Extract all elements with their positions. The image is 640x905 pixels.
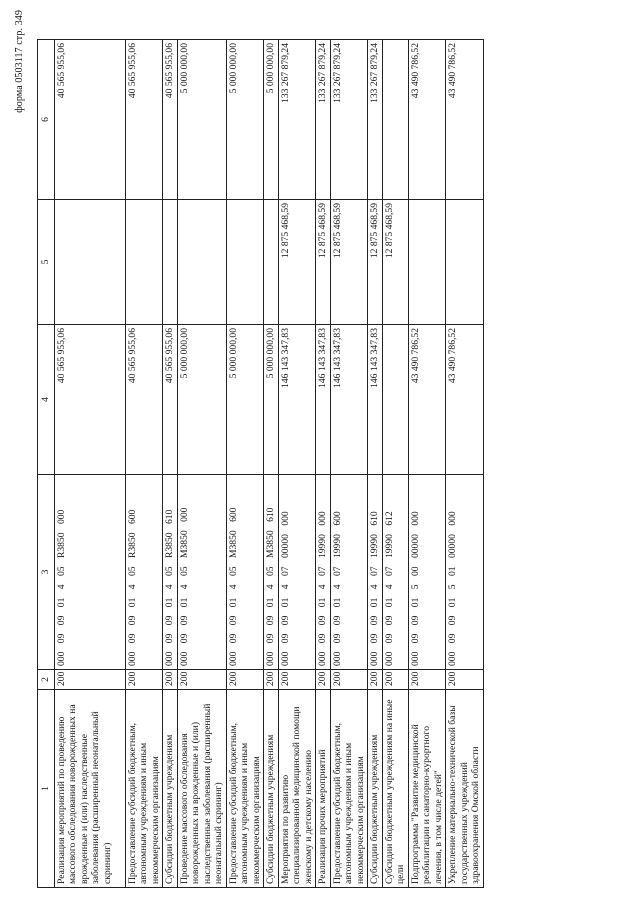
table-body xyxy=(54,40,483,888)
value-col5 xyxy=(163,200,178,325)
value-col5 xyxy=(264,200,279,325)
row-kbk: 000 09 09 01 4 07 19990 612 xyxy=(382,475,408,670)
value-col5 xyxy=(408,200,446,325)
table-row xyxy=(316,40,331,888)
table-row xyxy=(446,40,484,888)
row-code: 200 xyxy=(264,670,279,690)
row-kbk: 000 09 09 01 4 05 R3850 000 xyxy=(54,475,125,670)
value-col6: 43 490 786,52 xyxy=(446,40,484,200)
value-col6: 5 000 000,00 xyxy=(226,40,264,200)
row-code: 200 xyxy=(163,670,178,690)
row-name: Предоставление субсидий бюджетным, автономным учреждениям и иным некоммерческим организациям xyxy=(226,690,264,888)
table-row xyxy=(278,40,316,888)
column-header: 2 xyxy=(38,670,55,690)
value-col4: 146 143 347,83 xyxy=(278,325,316,475)
column-header: 3 xyxy=(38,475,55,670)
report-table xyxy=(37,39,484,888)
value-col4: 40 565 955,06 xyxy=(163,325,178,475)
row-code: 200 xyxy=(278,670,316,690)
value-col5: 12 875 468,59 xyxy=(382,200,408,325)
row-name: Субсидии бюджетным учреждениям xyxy=(163,690,178,888)
value-col6: 40 565 955,06 xyxy=(125,40,163,200)
table-row xyxy=(382,40,408,888)
value-col5 xyxy=(177,200,226,325)
header-row xyxy=(38,40,55,888)
value-col5: 12 875 468,59 xyxy=(368,200,383,325)
value-col5: 12 875 468,59 xyxy=(278,200,316,325)
table-row xyxy=(177,40,226,888)
row-name: Реализация прочих мероприятий xyxy=(316,690,331,888)
value-col4: 5 000 000,00 xyxy=(264,325,279,475)
value-col6 xyxy=(382,40,408,200)
value-col6: 43 490 786,52 xyxy=(408,40,446,200)
table-row xyxy=(54,40,125,888)
form-label: форма 0503117 стр. 349 xyxy=(14,10,25,113)
value-col5 xyxy=(125,200,163,325)
row-name: Субсидии бюджетным учреждениям на иные цели xyxy=(382,690,408,888)
row-kbk: 000 09 09 01 4 07 19990 600 xyxy=(330,475,368,670)
row-name: Субсидии бюджетным учреждениям xyxy=(264,690,279,888)
row-code: 200 xyxy=(408,670,446,690)
row-kbk: 000 09 09 01 4 05 M3850 000 xyxy=(177,475,226,670)
value-col4: 43 490 786,52 xyxy=(446,325,484,475)
value-col6: 133 267 879,24 xyxy=(278,40,316,200)
row-name: Проведение массового обследования новорожденных на врожденные и (или) наследственные заболевания (расширенный неонатальный скрининг) xyxy=(177,690,226,888)
row-name: Реализация мероприятий по проведению массового обследования новорожденных на врожденные и (или) наследственные заболевания (расширенный неонатальный скрининг) xyxy=(54,690,125,888)
row-kbk: 000 09 09 01 4 07 19990 000 xyxy=(316,475,331,670)
value-col6: 5 000 000,00 xyxy=(264,40,279,200)
row-name: Укрепление материально-технической базы государственных учреждений здравоохранения Омской области xyxy=(446,690,484,888)
value-col6: 5 000 000,00 xyxy=(177,40,226,200)
value-col4: 5 000 000,00 xyxy=(177,325,226,475)
row-name: Предоставление субсидий бюджетным, автономным учреждениям и иным некоммерческим организациям xyxy=(125,690,163,888)
value-col5: 12 875 468,59 xyxy=(316,200,331,325)
row-kbk: 000 09 09 01 5 00 00000 000 xyxy=(408,475,446,670)
column-header: 6 xyxy=(38,40,55,200)
value-col6: 133 267 879,24 xyxy=(330,40,368,200)
row-code: 200 xyxy=(382,670,408,690)
table-row xyxy=(125,40,163,888)
table-row xyxy=(330,40,368,888)
row-name: Предоставление субсидий бюджетным, автономным учреждениям и иным некоммерческим организациям xyxy=(330,690,368,888)
row-kbk: 000 09 09 01 4 05 M3850 600 xyxy=(226,475,264,670)
value-col5 xyxy=(54,200,125,325)
row-code: 200 xyxy=(316,670,331,690)
row-code: 200 xyxy=(226,670,264,690)
value-col4: 146 143 347,83 xyxy=(316,325,331,475)
row-kbk: 000 09 09 01 4 05 M3850 610 xyxy=(264,475,279,670)
value-col4: 40 565 955,06 xyxy=(125,325,163,475)
row-code: 200 xyxy=(446,670,484,690)
row-code: 200 xyxy=(368,670,383,690)
row-kbk: 000 09 09 01 4 07 00000 000 xyxy=(278,475,316,670)
table-row xyxy=(408,40,446,888)
row-name: Мероприятия по развитию специализированной медицинской помощи женскому и детскому населению xyxy=(278,690,316,888)
column-header: 1 xyxy=(38,690,55,888)
value-col4: 146 143 347,83 xyxy=(368,325,383,475)
value-col4: 43 490 786,52 xyxy=(408,325,446,475)
column-header: 4 xyxy=(38,325,55,475)
table-row xyxy=(226,40,264,888)
row-code: 200 xyxy=(125,670,163,690)
value-col4 xyxy=(382,325,408,475)
row-kbk: 000 09 09 01 4 07 19990 610 xyxy=(368,475,383,670)
value-col5 xyxy=(226,200,264,325)
value-col5 xyxy=(446,200,484,325)
row-kbk: 000 09 09 01 5 01 00000 000 xyxy=(446,475,484,670)
table-row xyxy=(163,40,178,888)
row-code: 200 xyxy=(330,670,368,690)
row-name: Подпрограмма "Развитие медицинской реабилитации и санаторно-курортного лечения, в том числе детей" xyxy=(408,690,446,888)
row-kbk: 000 09 09 01 4 05 R3850 610 xyxy=(163,475,178,670)
table-row xyxy=(368,40,383,888)
value-col6: 133 267 879,24 xyxy=(368,40,383,200)
row-kbk: 000 09 09 01 4 05 R3850 600 xyxy=(125,475,163,670)
value-col4: 5 000 000,00 xyxy=(226,325,264,475)
table-row xyxy=(264,40,279,888)
row-code: 200 xyxy=(54,670,125,690)
value-col6: 40 565 955,06 xyxy=(163,40,178,200)
value-col6: 40 565 955,06 xyxy=(54,40,125,200)
row-code: 200 xyxy=(177,670,226,690)
value-col4: 146 143 347,83 xyxy=(330,325,368,475)
column-header: 5 xyxy=(38,200,55,325)
row-name: Субсидии бюджетным учреждениям xyxy=(368,690,383,888)
value-col4: 40 565 955,06 xyxy=(54,325,125,475)
value-col5: 12 875 468,59 xyxy=(330,200,368,325)
value-col6: 133 267 879,24 xyxy=(316,40,331,200)
